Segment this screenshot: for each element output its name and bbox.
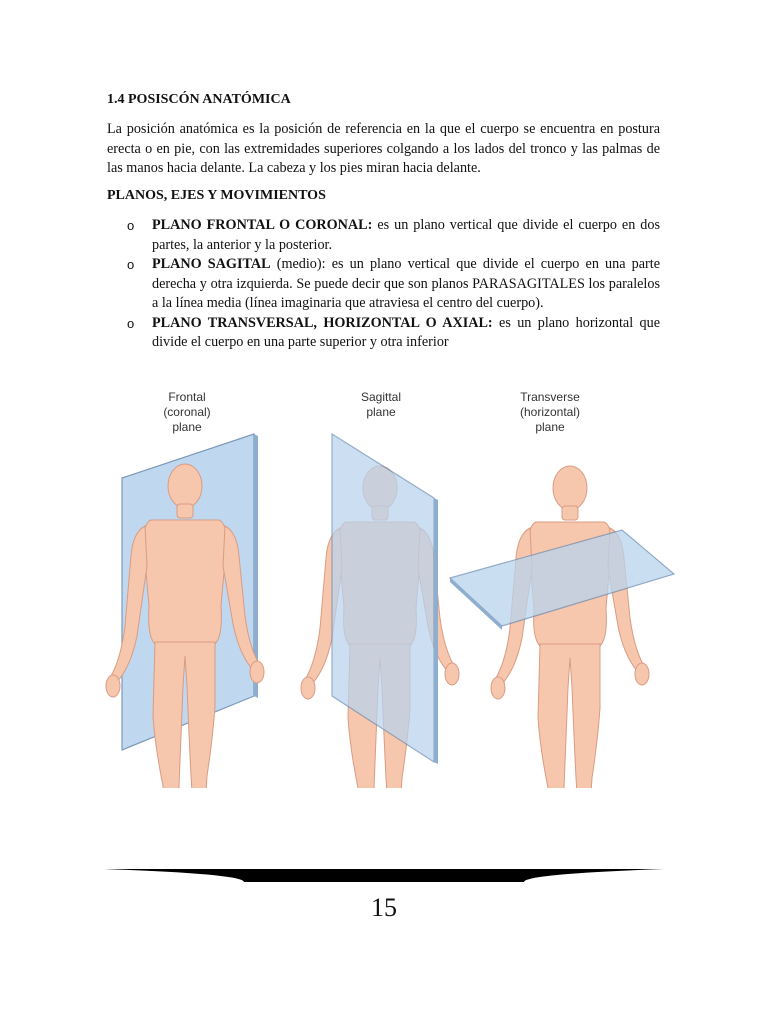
caption-transverse: Transverse (horizontal) plane <box>519 390 581 434</box>
term-sagittal: PLANO SAGITAL <box>152 256 271 272</box>
text-transverse: es un plano horizontal que divide el cuerpo en una parte superior y otra inferior <box>152 314 660 350</box>
list-item-transverse <box>107 314 660 353</box>
bullet-marker: o <box>127 315 135 331</box>
text-frontal: es un plano vertical que divide el cuerpo en dos partes, la anterior y la posterior. <box>152 217 660 253</box>
text-sagittal: (medio): es un plano vertical que divide el cuerpo en una parte derecha y otra izquierda. Se puede decir que son planos PARASAGITALES los paralelos a la línea media (línea imaginaria que atraviesa el centro del cuerpo). <box>152 256 660 311</box>
subheading: PLANOS, EJES Y MOVIMIENTOS <box>107 188 326 203</box>
section-title: 1.4 POSISCÓN ANATÓMICA <box>107 92 291 107</box>
figure-body-transverse <box>491 466 649 788</box>
term-transverse: PLANO TRANSVERSAL, HORIZONTAL O AXIAL: <box>152 314 493 331</box>
intro-paragraph: La posición anatómica es la posición de referencia en la que el cuerpo se encuentra en postura erecta o en pie, con las extremidades superiores colgando a los lados del tronco y las palmas de las manos hacia delante. La cabeza y los pies miran hacia delante. <box>107 121 660 176</box>
bullet-marker: o <box>127 257 135 272</box>
planes-illustration <box>100 378 700 788</box>
list-item-frontal <box>107 216 660 255</box>
anatomical-planes-figure <box>100 378 700 788</box>
page-divider <box>104 866 664 884</box>
page-number: 15 <box>371 893 397 922</box>
caption-sagittal: Sagittal plane <box>360 390 402 419</box>
bullet-marker: o <box>127 218 135 233</box>
term-frontal: PLANO FRONTAL O CORONAL: <box>152 217 373 233</box>
planes-list <box>107 216 660 353</box>
caption-frontal: Frontal (coronal) plane <box>163 390 211 434</box>
list-item-sagittal <box>107 255 660 314</box>
